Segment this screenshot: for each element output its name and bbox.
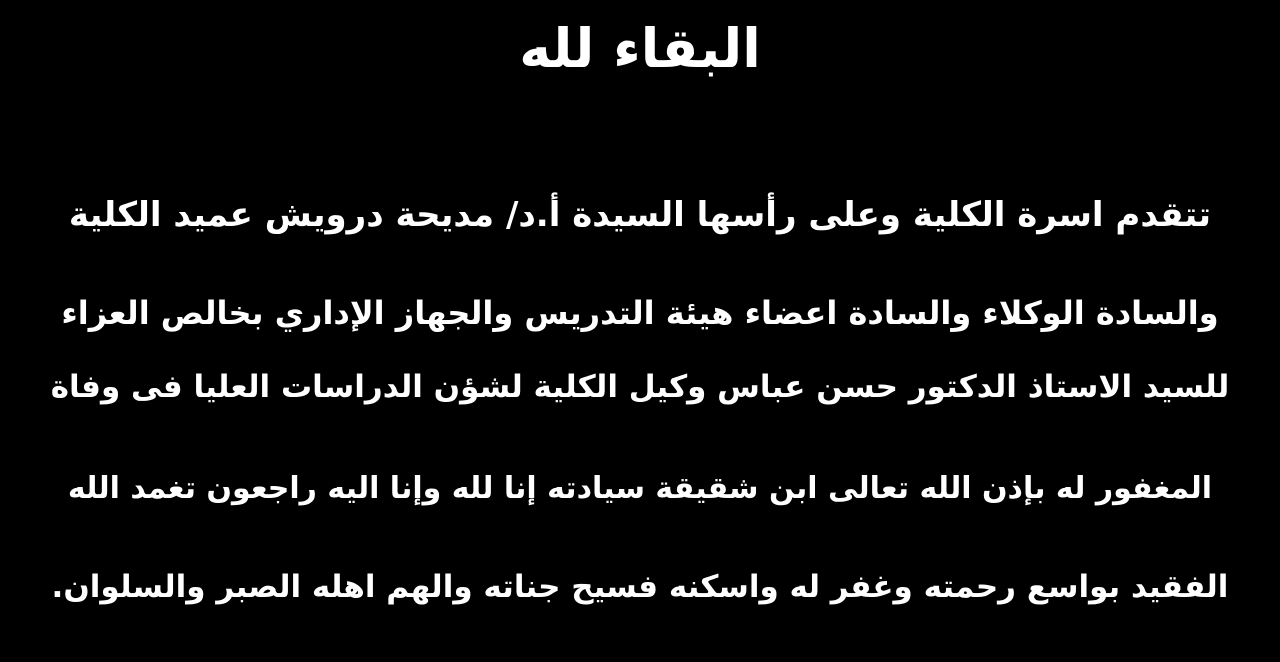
notice-title: البقاء لله bbox=[519, 17, 761, 80]
notice-line-1: تتقدم اسرة الكلية وعلى رأسها السيدة أ.د/ مديحة درويش عميد الكلية bbox=[68, 195, 1212, 235]
notice-line-5: الفقيد بواسع رحمته وغفر له واسكنه فسيح جناته والهم اهله الصبر والسلوان. bbox=[51, 569, 1229, 605]
notice-line-2: والسادة الوكلاء والسادة اعضاء هيئة التدريس والجهاز الإداري بخالص العزاء bbox=[61, 294, 1219, 332]
notice-line-3: للسيد الاستاذ الدكتور حسن عباس وكيل الكلية لشؤن الدراسات العليا فى وفاة bbox=[50, 369, 1230, 405]
notice-line-4: المغفور له بإذن الله تعالى ابن شقيقة سيادته إنا لله وإنا اليه راجعون تغمد الله bbox=[67, 471, 1213, 506]
